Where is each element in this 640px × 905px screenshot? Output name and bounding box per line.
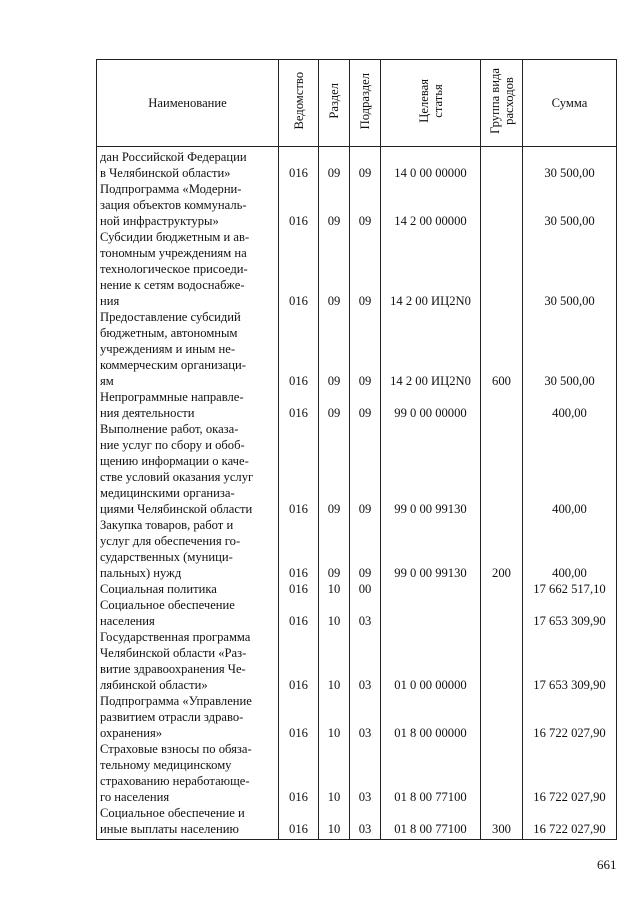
table-row [97, 517, 617, 581]
row-name-line: коммерческим организаци- [100, 358, 246, 372]
header-subsection: Подраздел [350, 60, 381, 147]
table-row [97, 741, 617, 805]
row-name-line: медицинскими организа- [100, 486, 235, 500]
row-expense-group [481, 147, 523, 182]
row-subsection: 09 [350, 147, 381, 182]
row-name-line: Социальная политика [100, 582, 217, 596]
row-expense-group: 200 [481, 517, 523, 581]
row-name-line: Подпрограмма «Модерни- [100, 182, 242, 196]
header-amount: Сумма [523, 60, 617, 147]
row-section: 09 [319, 389, 350, 421]
row-target-article [381, 581, 481, 597]
row-name-line: ния деятельности [100, 406, 195, 420]
row-department: 016 [279, 629, 319, 693]
table-row [97, 805, 617, 840]
row-name [97, 309, 279, 389]
row-target-article: 14 2 00 ИЦ2N0 [381, 229, 481, 309]
row-name-line: го населения [100, 790, 170, 804]
budget-table [96, 59, 617, 840]
row-department: 016 [279, 181, 319, 229]
table-row [97, 581, 617, 597]
row-section: 09 [319, 147, 350, 182]
row-department: 016 [279, 229, 319, 309]
row-target-article: 01 8 00 77100 [381, 741, 481, 805]
row-target-article: 01 8 00 77100 [381, 805, 481, 840]
header-expense-group: Группа вида расходов [481, 60, 523, 147]
row-name-line: Непрограммные направле- [100, 390, 244, 404]
row-expense-group: 600 [481, 309, 523, 389]
row-name-line: зация объектов коммуналь- [100, 198, 247, 212]
row-name [97, 629, 279, 693]
row-department: 016 [279, 421, 319, 517]
row-subsection: 09 [350, 421, 381, 517]
row-expense-group [481, 229, 523, 309]
row-department: 016 [279, 597, 319, 629]
row-name-line: сударственных (муници- [100, 550, 233, 564]
row-expense-group [481, 741, 523, 805]
row-expense-group [481, 693, 523, 741]
table-body [97, 147, 617, 840]
row-name [97, 581, 279, 597]
table-row [97, 693, 617, 741]
header-name: Наименование [97, 60, 279, 147]
row-subsection: 03 [350, 693, 381, 741]
row-amount: 30 500,00 [523, 147, 617, 182]
row-name-line: услуг для обеспечения го- [100, 534, 241, 548]
row-name-line: в Челябинской области» [100, 166, 231, 180]
row-name [97, 597, 279, 629]
row-section: 10 [319, 581, 350, 597]
table-row [97, 229, 617, 309]
row-name-line: Субсидии бюджетным и ав- [100, 230, 250, 244]
table-row [97, 421, 617, 517]
row-name [97, 389, 279, 421]
row-name [97, 693, 279, 741]
row-section: 09 [319, 229, 350, 309]
row-subsection: 00 [350, 581, 381, 597]
row-name-line: тономным учреждениям на [100, 246, 247, 260]
row-subsection: 03 [350, 597, 381, 629]
row-amount: 400,00 [523, 389, 617, 421]
row-amount: 16 722 027,90 [523, 693, 617, 741]
row-name-line: ной инфраструктуры» [100, 214, 219, 228]
row-name [97, 229, 279, 309]
row-name-line: тельному медицинскому [100, 758, 232, 772]
row-name-line: щению информации о каче- [100, 454, 249, 468]
row-name-line: дан Российской Федерации [100, 150, 247, 164]
row-department: 016 [279, 517, 319, 581]
row-name-line: учреждениям и иным не- [100, 342, 236, 356]
row-name-line: Подпрограмма «Управление [100, 694, 252, 708]
row-subsection: 09 [350, 309, 381, 389]
row-subsection: 09 [350, 181, 381, 229]
row-name-line: Предоставление субсидий [100, 310, 241, 324]
row-subsection: 09 [350, 517, 381, 581]
table-row [97, 597, 617, 629]
row-name-line: бюджетным, автономным [100, 326, 238, 340]
row-name-line: витие здравоохранения Че- [100, 662, 246, 676]
row-section: 09 [319, 181, 350, 229]
row-target-article: 14 2 00 ИЦ2N0 [381, 309, 481, 389]
row-name-line: охранения» [100, 726, 163, 740]
row-target-article [381, 597, 481, 629]
row-expense-group [481, 581, 523, 597]
row-name-line: населения [100, 614, 155, 628]
row-amount: 17 653 309,90 [523, 629, 617, 693]
row-name-line: стве условий оказания услуг [100, 470, 254, 484]
row-section: 10 [319, 805, 350, 840]
row-name-line: циями Челябинской области [100, 502, 253, 516]
table-row [97, 181, 617, 229]
row-section: 10 [319, 693, 350, 741]
row-name [97, 517, 279, 581]
row-target-article: 14 2 00 00000 [381, 181, 481, 229]
row-amount: 16 722 027,90 [523, 805, 617, 840]
table-row [97, 389, 617, 421]
row-name-line: развитием отрасли здраво- [100, 710, 244, 724]
row-amount: 17 662 517,10 [523, 581, 617, 597]
row-department: 016 [279, 581, 319, 597]
table-row [97, 629, 617, 693]
row-expense-group [481, 629, 523, 693]
row-name-line: Страховые взносы по обяза- [100, 742, 252, 756]
row-name-line: Челябинской области «Раз- [100, 646, 247, 660]
row-department: 016 [279, 309, 319, 389]
row-name-line: ям [100, 374, 114, 388]
row-name-line: Выполнение работ, оказа- [100, 422, 239, 436]
row-department: 016 [279, 147, 319, 182]
row-name-line: лябинской области» [100, 678, 208, 692]
row-name-line: пальных) нужд [100, 566, 182, 580]
row-department: 016 [279, 741, 319, 805]
row-subsection: 03 [350, 805, 381, 840]
header-section: Раздел [319, 60, 350, 147]
row-name-line: Социальное обеспечение [100, 598, 235, 612]
row-amount: 30 500,00 [523, 181, 617, 229]
row-expense-group [481, 597, 523, 629]
page-number: 661 [597, 857, 617, 872]
row-amount: 400,00 [523, 517, 617, 581]
row-subsection: 03 [350, 741, 381, 805]
header-target-article: Целевая статья [381, 60, 481, 147]
row-name [97, 805, 279, 840]
row-department: 016 [279, 805, 319, 840]
row-target-article: 14 0 00 00000 [381, 147, 481, 182]
row-section: 09 [319, 517, 350, 581]
row-name-line: нение к сетям водоснабже- [100, 278, 245, 292]
row-name-line: технологическое присоеди- [100, 262, 248, 276]
row-name-line: Социальное обеспечение и [100, 806, 245, 820]
row-subsection: 03 [350, 629, 381, 693]
row-name [97, 741, 279, 805]
row-name-line: ния [100, 294, 120, 308]
row-name [97, 147, 279, 182]
row-amount: 30 500,00 [523, 309, 617, 389]
header-department: Ведомство [279, 60, 319, 147]
row-section: 10 [319, 597, 350, 629]
row-target-article: 99 0 00 00000 [381, 389, 481, 421]
row-target-article: 01 8 00 00000 [381, 693, 481, 741]
table-header-row [97, 60, 617, 147]
row-name-line: ние услуг по сбору и обоб- [100, 438, 245, 452]
row-amount: 400,00 [523, 421, 617, 517]
row-name-line: страхованию неработающе- [100, 774, 250, 788]
row-expense-group [481, 421, 523, 517]
row-department: 016 [279, 389, 319, 421]
row-section: 10 [319, 629, 350, 693]
row-section: 10 [319, 741, 350, 805]
row-expense-group: 300 [481, 805, 523, 840]
row-amount: 30 500,00 [523, 229, 617, 309]
row-target-article: 01 0 00 00000 [381, 629, 481, 693]
row-name-line: иные выплаты населению [100, 822, 239, 836]
row-section: 09 [319, 421, 350, 517]
row-subsection: 09 [350, 229, 381, 309]
row-target-article: 99 0 00 99130 [381, 421, 481, 517]
row-subsection: 09 [350, 389, 381, 421]
row-department: 016 [279, 693, 319, 741]
row-expense-group [481, 389, 523, 421]
row-name-line: Государственная программа [100, 630, 251, 644]
row-name [97, 421, 279, 517]
row-section: 09 [319, 309, 350, 389]
row-name [97, 181, 279, 229]
row-name-line: Закупка товаров, работ и [100, 518, 234, 532]
row-amount: 16 722 027,90 [523, 741, 617, 805]
table-row [97, 309, 617, 389]
row-expense-group [481, 181, 523, 229]
table-row [97, 147, 617, 182]
row-amount: 17 653 309,90 [523, 597, 617, 629]
row-target-article: 99 0 00 99130 [381, 517, 481, 581]
